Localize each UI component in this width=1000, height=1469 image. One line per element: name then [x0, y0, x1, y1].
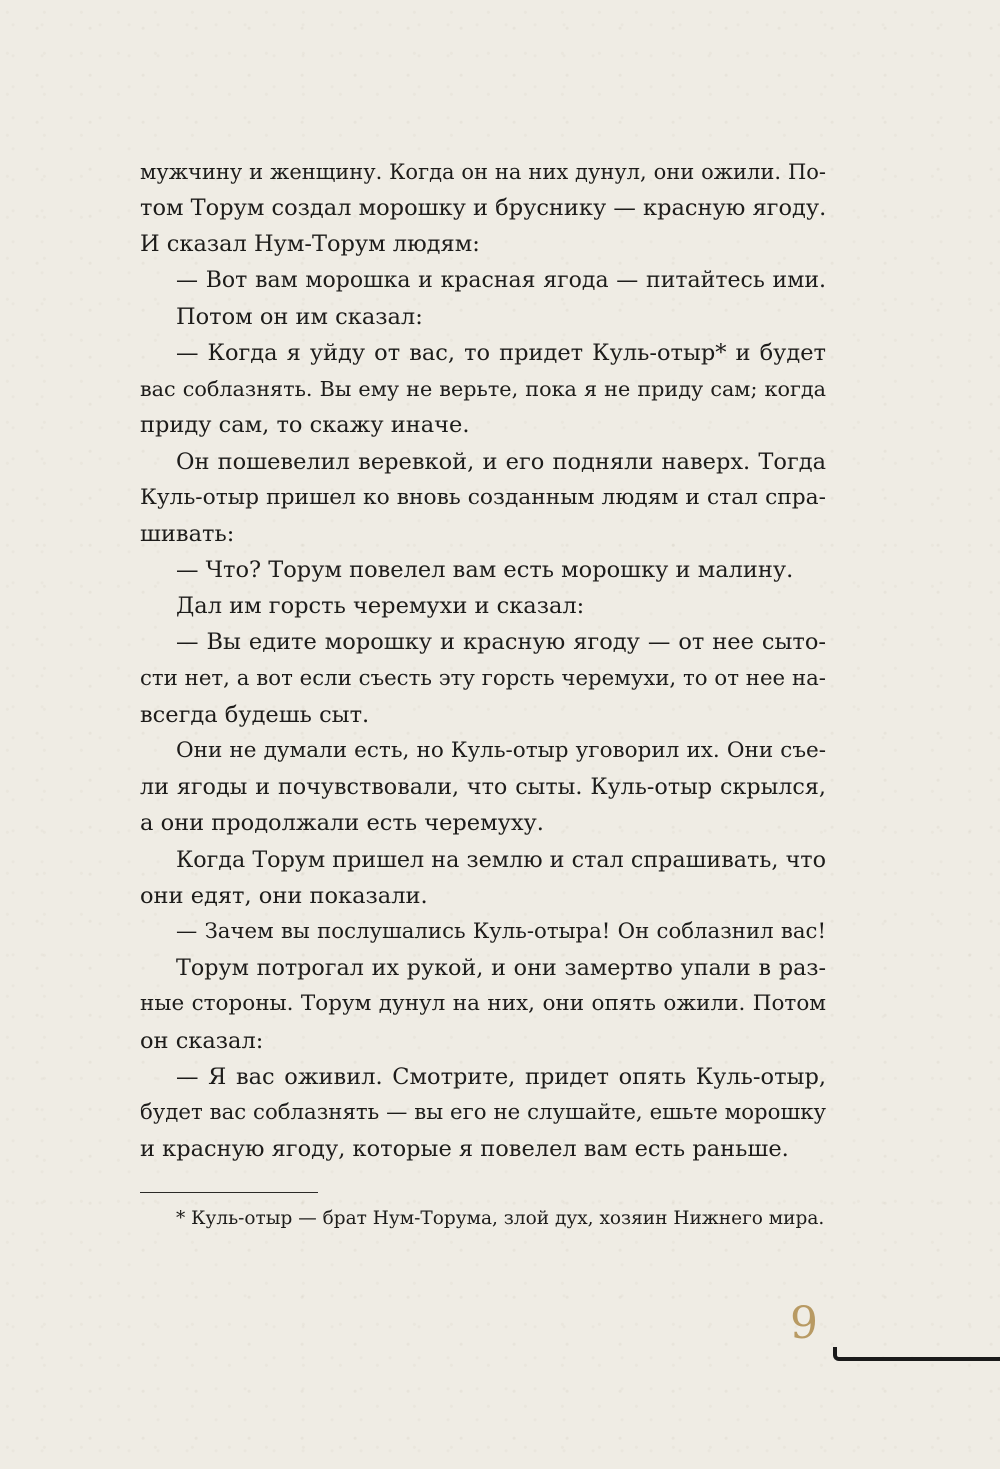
text-line: а они продолжали есть черемуху.	[140, 810, 544, 837]
text-line: всегда будешь сыт.	[140, 701, 370, 728]
text-line: сти нет, а вот если съесть эту горсть черемухи, то от нее на-	[140, 665, 826, 691]
text-line: Он пошевелил веревкой, и его подняли наверх. Тогда	[176, 448, 826, 475]
page-corner-bracket	[833, 1347, 1000, 1361]
text-line: Дал им горсть черемухи и сказал:	[176, 593, 585, 620]
text-line: Они не думали есть, но Куль-отыр уговорил их. Они съе-	[176, 738, 826, 763]
text-line: шивать:	[140, 520, 235, 547]
text-line: они едят, они показали.	[140, 882, 428, 909]
text-line: и красную ягоду, которые я повелел вам есть раньше.	[140, 1136, 789, 1163]
text-line: будет вас соблазнять — вы его не слушайте, ешьте морошку	[140, 1099, 826, 1125]
text-line: ные стороны. Торум дунул на них, они опять ожили. Потом	[140, 991, 826, 1017]
text-line: — Вот вам морошка и красная ягода — питайтесь ими.	[176, 267, 826, 293]
text-line: И сказал Нум-Торум людям:	[140, 231, 480, 258]
text-line: ли ягоды и почувствовали, что сыты. Куль-отыр скрылся,	[140, 774, 826, 801]
footnote-divider	[140, 1192, 318, 1193]
page-number: 9	[790, 1298, 818, 1349]
text-line: Когда Торум пришел на землю и стал спрашивать, что	[176, 846, 826, 873]
text-line: — Когда я уйду от вас, то придет Куль-отыр* и будет	[176, 339, 826, 366]
text-line: вас соблазнять. Вы ему не верьте, пока я не приду сам; когда	[140, 377, 826, 402]
text-line: приду сам, то скажу иначе.	[140, 412, 470, 439]
text-line: он сказал:	[140, 1027, 264, 1054]
text-line: мужчину и женщину. Когда он на них дунул, они ожили. По-	[140, 160, 826, 184]
text-line: Торум потрогал их рукой, и они замертво упали в раз-	[176, 955, 826, 982]
text-line: том Торум создал морошку и бруснику — красную ягоду.	[140, 195, 827, 222]
text-line: — Вы едите морошку и красную ягоду — от нее сыто-	[176, 629, 826, 656]
body-text	[140, 154, 826, 1167]
footnote: * Куль-отыр — брат Нум-Торума, злой дух, хозяин Нижнего мира.	[176, 1208, 825, 1229]
text-line: — Что? Торум повелел вам есть морошку и малину.	[176, 557, 794, 584]
text-line: — Я вас оживил. Смотрите, придет опять Куль-отыр,	[176, 1063, 826, 1090]
text-line: — Зачем вы послушались Куль-отыра! Он соблазнил вас!	[176, 918, 826, 944]
text-line: Потом он им сказал:	[176, 303, 423, 330]
text-line: Куль-отыр пришел ко вновь созданным людям и стал спра-	[140, 484, 826, 510]
